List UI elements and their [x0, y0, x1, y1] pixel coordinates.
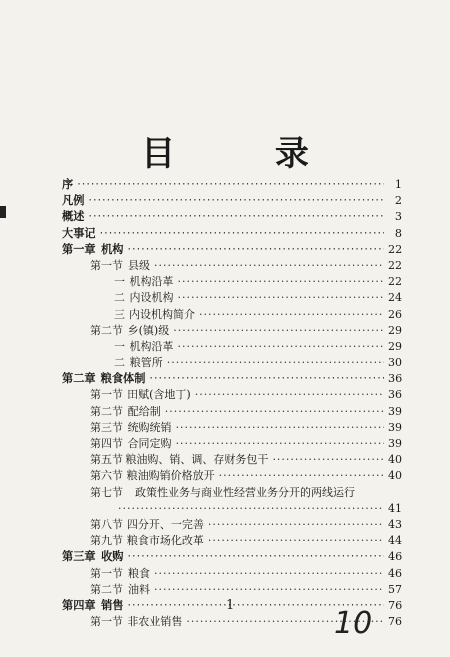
toc-entry[interactable]: [62, 193, 402, 209]
toc-entry-page: 8: [394, 226, 402, 240]
toc-entry-page: 26: [388, 307, 402, 321]
toc-entry-label: 统购统销: [127, 420, 172, 434]
toc-entry-label: 非农业销售: [127, 615, 183, 629]
toc-entry-label: 粮食市场化改革: [126, 534, 204, 548]
toc-entry-number: 第一节: [90, 258, 123, 272]
toc-entry-number: 第七节: [90, 485, 123, 499]
toc-entry-number: 第三章: [62, 550, 96, 564]
handwritten-note: 10: [334, 606, 373, 641]
dot-leader: [167, 355, 384, 371]
toc-entry[interactable]: [62, 226, 402, 242]
toc-entry-label: 内设机构: [129, 291, 174, 305]
toc-entry-number: 第八节: [90, 517, 123, 531]
toc-entry-page: 46: [388, 550, 403, 564]
toc-entry[interactable]: [62, 566, 402, 582]
toc-entry-label: 田赋(含地丁): [127, 388, 191, 402]
toc-entry-label: 粮管所: [129, 356, 163, 370]
toc-entry[interactable]: [62, 452, 402, 468]
toc-entry-number: 一: [114, 339, 125, 353]
toc-entry[interactable]: [62, 177, 402, 193]
toc-entry-number: 第一章: [62, 242, 96, 256]
toc-entry-page: 39: [388, 404, 402, 418]
toc-entry-page: 1: [394, 178, 402, 191]
toc-entry-page: 40: [388, 469, 402, 483]
toc-entry[interactable]: [62, 339, 402, 355]
dot-leader: [128, 549, 385, 565]
toc-entry[interactable]: [62, 533, 402, 549]
toc-entry-number: 第九节: [90, 534, 123, 548]
toc-entry-label: 合同定购: [127, 437, 172, 450]
toc-entry-number: 第四章: [62, 598, 96, 612]
dot-leader: [173, 323, 384, 339]
toc-entry[interactable]: [62, 485, 402, 501]
dot-leader: [178, 290, 384, 306]
table-of-contents: [62, 177, 402, 630]
dot-leader: [208, 533, 384, 549]
toc-entry-page: 43: [388, 517, 402, 531]
dot-leader: [149, 371, 384, 387]
toc-entry-page: 57: [388, 582, 402, 596]
page-number: 1: [226, 598, 235, 613]
dot-leader: [176, 420, 384, 436]
toc-entry-label: 机构沿革: [129, 275, 174, 289]
toc-entry-label: 销售: [101, 598, 124, 612]
dot-leader: [195, 387, 384, 403]
toc-entry-number: 三: [114, 307, 125, 321]
dot-leader: [88, 193, 384, 209]
toc-entry-number: 一: [114, 275, 125, 289]
dot-leader: [154, 566, 384, 582]
toc-entry[interactable]: [62, 274, 402, 290]
toc-entry-page: 22: [388, 258, 402, 272]
toc-entry[interactable]: [62, 371, 402, 387]
toc-entry-label: 凡例: [62, 194, 85, 208]
toc-entry-page: 36: [388, 372, 403, 386]
toc-entry[interactable]: [62, 549, 402, 565]
toc-entry-page: 29: [388, 323, 402, 337]
toc-entry-label: 乡(镇)级: [127, 323, 170, 337]
toc-entry-page: 3: [394, 210, 402, 224]
dot-leader: [154, 582, 384, 598]
toc-entry-label: 内设机构简介: [129, 307, 196, 321]
dot-leader: [176, 436, 384, 452]
toc-entry-page: 2: [394, 194, 402, 208]
dot-leader: [165, 404, 384, 420]
dot-leader: [208, 517, 384, 533]
toc-entry-number: 第六节: [90, 469, 123, 483]
toc-entry[interactable]: [62, 404, 402, 420]
toc-entry-label: 概述: [62, 210, 85, 224]
toc-entry-page: 76: [388, 615, 402, 629]
toc-entry-page: 36: [388, 388, 402, 402]
toc-entry[interactable]: [62, 323, 402, 339]
toc-entry[interactable]: [62, 468, 402, 484]
toc-entry-page: 41: [388, 501, 402, 515]
toc-entry-label: 政策性业务与商业性经营业务分开的两线运行: [135, 485, 355, 499]
toc-entry-label: 四分开、一完善: [126, 517, 204, 531]
dot-leader: [100, 226, 384, 242]
toc-entry-number: 第二节: [90, 582, 123, 596]
toc-entry[interactable]: [62, 307, 402, 323]
toc-entry-number: 第二节: [90, 323, 123, 337]
dot-leader: [272, 452, 384, 468]
dot-leader: [219, 468, 384, 484]
toc-entry-page: 22: [388, 275, 402, 289]
toc-entry[interactable]: [62, 242, 402, 258]
toc-entry-page: 76: [388, 598, 403, 612]
toc-entry-number: 第二章: [62, 372, 96, 386]
dot-leader: [199, 307, 384, 323]
toc-entry-page: 22: [388, 242, 403, 256]
dot-leader: [154, 258, 384, 274]
toc-entry[interactable]: [62, 501, 402, 517]
toc-entry-number: 第一节: [90, 566, 123, 580]
dot-leader: [128, 242, 385, 258]
toc-entry-page: 46: [388, 566, 402, 580]
dot-leader: [178, 339, 384, 355]
toc-entry-label: 序: [62, 178, 74, 191]
toc-entry-page: 29: [388, 339, 402, 353]
toc-entry-number: 第一节: [90, 615, 123, 629]
toc-entry[interactable]: [62, 582, 402, 598]
toc-entry-label: 粮食: [128, 566, 151, 580]
page-title: 目 录: [141, 134, 353, 174]
toc-entry-label: 机构沿革: [129, 339, 174, 353]
toc-entry-page: 39: [388, 420, 402, 434]
toc-entry-label: 粮油购、销、调、存财务包干: [125, 453, 269, 467]
toc-entry-number: 第三节: [90, 420, 123, 434]
toc-entry-label: 粮油购销价格放开: [126, 469, 215, 483]
dot-leader: [77, 177, 384, 193]
dot-leader: [88, 209, 384, 225]
toc-entry-label: 油料: [128, 582, 151, 596]
toc-entry[interactable]: [62, 387, 402, 403]
toc-entry[interactable]: [62, 436, 402, 452]
toc-entry-label: 县级: [128, 258, 151, 272]
toc-entry-page: 40: [388, 453, 402, 467]
page-edge-mark: [0, 206, 6, 218]
toc-entry-page: 44: [388, 534, 402, 548]
toc-entry-number: 第一节: [90, 388, 123, 402]
toc-entry-number: 二: [114, 291, 125, 305]
toc-entry-number: 第二节: [90, 404, 123, 418]
toc-entry-label: 收购: [101, 550, 124, 564]
toc-entry-label: 配给制: [127, 404, 161, 418]
dot-leader: [118, 501, 384, 517]
toc-entry[interactable]: [62, 355, 402, 371]
toc-entry-number: 第五节: [90, 453, 123, 467]
toc-entry-label: 粮食体制: [100, 372, 146, 386]
toc-entry[interactable]: [62, 258, 402, 274]
toc-entry-label: 机构: [101, 242, 124, 256]
toc-entry[interactable]: [62, 420, 402, 436]
toc-entry[interactable]: [62, 209, 402, 225]
toc-entry-page: 24: [388, 291, 402, 305]
toc-entry[interactable]: [62, 290, 402, 306]
toc-entry-number: 第四节: [90, 437, 123, 450]
toc-entry[interactable]: [62, 517, 402, 533]
toc-entry-page: 39: [388, 437, 402, 450]
toc-entry-label: 大事记: [62, 226, 96, 240]
dot-leader: [178, 274, 384, 290]
toc-entry-page: 30: [388, 356, 402, 370]
toc-entry-number: 二: [114, 356, 125, 370]
